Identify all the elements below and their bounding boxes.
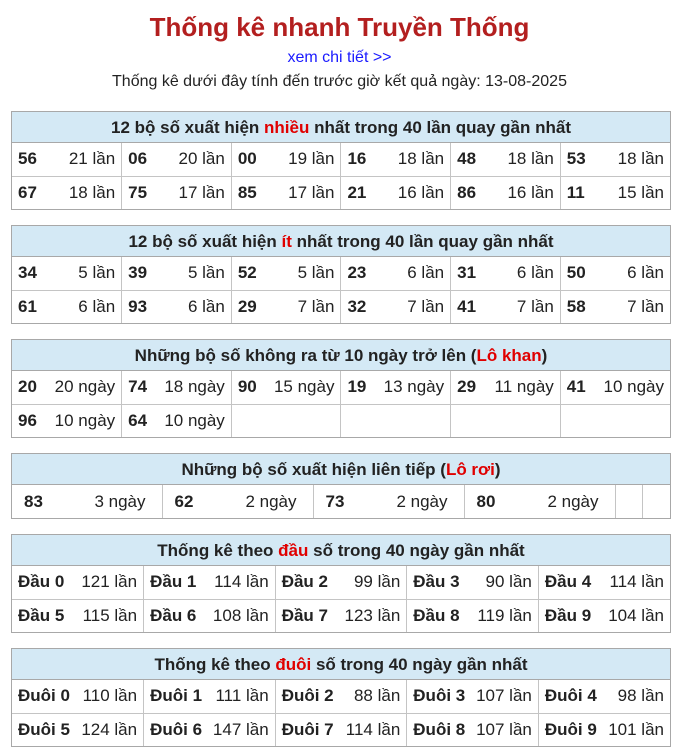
lo-roi-heading — [12, 454, 670, 485]
table-cell — [341, 290, 451, 323]
table-cell — [464, 485, 615, 518]
table-row — [12, 680, 670, 713]
tail-label: Đuôi 2 — [281, 686, 334, 706]
count: 101 lần — [608, 719, 664, 739]
table-cell — [451, 290, 561, 323]
page-header — [0, 0, 679, 92]
dau-heading — [12, 535, 670, 566]
number: 34 — [18, 263, 37, 283]
number: 31 — [457, 263, 477, 283]
heading-text: 12 bộ số xuất hiện — [128, 232, 282, 251]
head-label: Đầu 2 — [281, 572, 328, 592]
count: 16 lần — [397, 182, 445, 202]
table-cell — [538, 680, 670, 713]
heading-text: Những bộ số không ra từ 10 ngày trở lên ( — [134, 346, 477, 365]
count: 5 lần — [187, 263, 225, 283]
number: 06 — [128, 149, 148, 169]
heading-text: Thống kê theo — [154, 655, 276, 674]
count: 104 lần — [608, 605, 664, 625]
count: 90 lần — [485, 572, 532, 592]
count: 15 ngày — [273, 377, 335, 397]
count: 11 ngày — [494, 377, 554, 397]
heading-text: ) — [541, 346, 548, 365]
tail-label: Đuôi 3 — [413, 686, 466, 706]
number: 20 — [18, 377, 37, 397]
table-cell — [12, 680, 144, 713]
empty-cell — [615, 485, 642, 518]
table-row — [12, 290, 670, 323]
view-details-link[interactable]: xem chi tiết >> — [287, 49, 392, 66]
table-cell — [231, 371, 341, 404]
table-row — [12, 143, 670, 176]
table-cell — [122, 257, 232, 290]
count: 114 lần — [345, 719, 401, 739]
table-row — [12, 176, 670, 209]
head-label: Đầu 3 — [413, 572, 460, 592]
table-cell — [231, 290, 341, 323]
table-cell — [538, 566, 670, 599]
tail-label: Đuôi 6 — [150, 719, 203, 739]
number: 90 — [237, 377, 257, 397]
heading-text: số trong 40 ngày gần nhất — [308, 541, 525, 560]
table-cell — [451, 371, 561, 404]
table-cell — [144, 566, 276, 599]
lo-khan-table — [12, 371, 670, 437]
count: 20 ngày — [54, 377, 116, 397]
count: 6 lần — [187, 296, 225, 316]
number: 41 — [566, 377, 586, 397]
table-row — [12, 371, 670, 404]
count: 7 lần — [297, 296, 335, 316]
count: 2 ngày — [245, 491, 297, 511]
head-label: Đầu 8 — [413, 605, 460, 625]
number: 93 — [128, 296, 148, 316]
number: 64 — [128, 410, 148, 430]
most-frequent-section — [11, 111, 671, 210]
number: 11 — [566, 182, 585, 202]
tail-label: Đuôi 7 — [281, 719, 334, 739]
least-frequent-heading — [12, 226, 670, 257]
table-cell — [275, 566, 407, 599]
table-row — [12, 485, 672, 518]
tail-label: Đuôi 1 — [150, 686, 203, 706]
table-cell — [407, 566, 539, 599]
table-row — [12, 257, 670, 290]
count: 10 ngày — [54, 410, 116, 430]
most-frequent-heading — [12, 112, 670, 143]
table-cell — [451, 143, 561, 176]
table-cell — [231, 257, 341, 290]
number: 62 — [174, 491, 194, 511]
table-cell — [12, 257, 122, 290]
heading-text: nhất trong 40 lần quay gần nhất — [309, 118, 572, 137]
count: 18 lần — [617, 149, 664, 169]
lo-roi-section — [11, 453, 671, 519]
lo-khan-section — [11, 339, 671, 438]
count: 18 lần — [507, 149, 554, 169]
table-cell — [313, 485, 464, 518]
dau-table — [12, 566, 670, 632]
count: 98 lần — [617, 686, 664, 706]
count: 6 lần — [627, 263, 664, 283]
count: 99 lần — [353, 572, 401, 592]
heading-text: nhất trong 40 lần quay gần nhất — [291, 232, 554, 251]
least-frequent-table — [12, 257, 670, 323]
count: 7 lần — [516, 296, 554, 316]
table-cell — [12, 176, 122, 209]
heading-highlight: nhiều — [264, 118, 310, 137]
empty-cell — [451, 404, 561, 437]
table-row — [12, 713, 670, 746]
count: 10 ngày — [164, 410, 225, 430]
heading-highlight: Lô rơi — [445, 460, 495, 479]
table-row — [12, 599, 670, 632]
table-cell — [341, 257, 451, 290]
table-cell — [144, 680, 276, 713]
count: 114 lần — [609, 572, 664, 592]
count: 6 lần — [78, 296, 116, 316]
table-cell — [144, 599, 276, 632]
number: 21 — [347, 182, 367, 202]
heading-text: Thống kê theo — [157, 541, 279, 560]
number: 41 — [457, 296, 477, 316]
count: 5 lần — [78, 263, 116, 283]
table-cell — [407, 713, 539, 746]
table-cell — [538, 599, 670, 632]
count: 13 ngày — [383, 377, 445, 397]
count: 111 lần — [215, 686, 269, 706]
tail-label: Đuôi 8 — [413, 719, 466, 739]
number: 86 — [457, 182, 477, 202]
number: 50 — [566, 263, 586, 283]
count: 18 lần — [68, 182, 116, 202]
empty-cell — [642, 485, 672, 518]
table-cell — [122, 176, 232, 209]
table-cell — [12, 404, 122, 437]
duoi-table — [12, 680, 670, 746]
count: 3 ngày — [94, 491, 146, 511]
lo-roi-table — [12, 485, 672, 518]
number: 39 — [128, 263, 148, 283]
count: 123 lần — [344, 605, 401, 625]
number: 16 — [347, 149, 367, 169]
table-cell — [538, 713, 670, 746]
table-cell — [275, 713, 407, 746]
number: 53 — [566, 149, 586, 169]
number: 00 — [237, 149, 257, 169]
number: 73 — [325, 491, 345, 511]
count: 19 lần — [288, 149, 335, 169]
empty-cell — [341, 404, 451, 437]
count: 5 lần — [297, 263, 335, 283]
dau-section — [11, 534, 671, 633]
tail-label: Đuôi 9 — [544, 719, 597, 739]
count: 17 lần — [178, 182, 225, 202]
number: 67 — [18, 182, 37, 202]
table-row — [12, 566, 670, 599]
table-cell — [560, 371, 670, 404]
tail-label: Đuôi 4 — [544, 686, 597, 706]
table-cell — [12, 485, 162, 518]
count: 107 lần — [476, 719, 532, 739]
heading-text: số trong 40 ngày gần nhất — [311, 655, 528, 674]
count: 88 lần — [353, 686, 401, 706]
number: 80 — [476, 491, 496, 511]
table-cell — [407, 599, 539, 632]
count: 2 ngày — [396, 491, 448, 511]
count: 115 lần — [82, 605, 138, 625]
head-label: Đầu 9 — [544, 605, 592, 625]
heading-text: Những bộ số xuất hiện liên tiếp ( — [181, 460, 446, 479]
head-label: Đầu 4 — [544, 572, 592, 592]
table-cell — [12, 371, 122, 404]
count: 18 ngày — [164, 377, 225, 397]
table-cell — [12, 143, 122, 176]
count: 7 lần — [627, 296, 664, 316]
count: 17 lần — [288, 182, 335, 202]
count: 147 lần — [212, 719, 269, 739]
count: 18 lần — [397, 149, 445, 169]
table-cell — [560, 290, 670, 323]
table-cell — [451, 176, 561, 209]
tail-label: Đuôi 5 — [18, 719, 70, 739]
count: 7 lần — [407, 296, 445, 316]
head-label: Đầu 5 — [18, 605, 65, 625]
count: 119 lần — [477, 605, 532, 625]
number: 61 — [18, 296, 37, 316]
count: 121 lần — [81, 572, 138, 592]
table-cell — [122, 143, 232, 176]
number: 29 — [457, 377, 477, 397]
count: 107 lần — [476, 686, 532, 706]
number: 96 — [18, 410, 37, 430]
table-cell — [162, 485, 313, 518]
number: 58 — [566, 296, 586, 316]
head-label: Đầu 6 — [150, 605, 197, 625]
number: 32 — [347, 296, 367, 316]
count: 124 lần — [81, 719, 138, 739]
number: 75 — [128, 182, 148, 202]
table-cell — [122, 404, 232, 437]
count: 2 ngày — [547, 491, 599, 511]
count: 10 ngày — [603, 377, 664, 397]
table-cell — [451, 257, 561, 290]
table-cell — [231, 176, 341, 209]
heading-highlight: Lô khan — [476, 346, 542, 365]
page-title: Thống kê nhanh Truyền Thống — [149, 12, 530, 42]
table-cell — [341, 176, 451, 209]
number: 23 — [347, 263, 367, 283]
table-cell — [341, 143, 451, 176]
table-cell — [560, 143, 670, 176]
table-cell — [12, 290, 122, 323]
number: 29 — [237, 296, 257, 316]
table-cell — [122, 290, 232, 323]
table-cell — [231, 143, 341, 176]
table-cell — [12, 566, 144, 599]
number: 56 — [18, 149, 37, 169]
tail-label: Đuôi 0 — [18, 686, 70, 706]
lo-khan-heading — [12, 340, 670, 371]
count: 6 lần — [516, 263, 554, 283]
least-frequent-section — [11, 225, 671, 324]
count: 20 lần — [178, 149, 225, 169]
duoi-heading — [12, 649, 670, 680]
heading-highlight: đuôi — [275, 655, 312, 674]
count: 108 lần — [212, 605, 269, 625]
table-cell — [144, 713, 276, 746]
count: 114 lần — [214, 572, 269, 592]
count: 6 lần — [407, 263, 445, 283]
head-label: Đầu 7 — [281, 605, 328, 625]
count: 15 lần — [617, 182, 664, 202]
most-frequent-table — [12, 143, 670, 209]
number: 48 — [457, 149, 477, 169]
table-cell — [407, 680, 539, 713]
number: 85 — [237, 182, 257, 202]
heading-text: 12 bộ số xuất hiện — [110, 118, 265, 137]
number: 83 — [24, 491, 43, 511]
number: 52 — [237, 263, 257, 283]
head-label: Đầu 1 — [150, 572, 197, 592]
table-row — [12, 404, 670, 437]
count: 21 lần — [68, 149, 116, 169]
page-subtitle: Thống kê dưới đây tính đến trước giờ kết quả ngày: 13-08-2025 — [112, 73, 567, 90]
heading-text: ) — [494, 460, 501, 479]
table-cell — [122, 371, 232, 404]
empty-cell — [231, 404, 341, 437]
number: 74 — [128, 377, 148, 397]
duoi-section — [11, 648, 671, 747]
count: 110 lần — [82, 686, 138, 706]
table-cell — [275, 680, 407, 713]
table-cell — [341, 371, 451, 404]
table-cell — [560, 176, 670, 209]
number: 19 — [347, 377, 367, 397]
heading-highlight: ít — [281, 232, 292, 251]
table-cell — [560, 257, 670, 290]
empty-cell — [560, 404, 670, 437]
table-cell — [275, 599, 407, 632]
table-cell — [12, 599, 144, 632]
count: 16 lần — [507, 182, 554, 202]
heading-highlight: đầu — [278, 541, 309, 560]
head-label: Đầu 0 — [18, 572, 65, 592]
table-cell — [12, 713, 144, 746]
